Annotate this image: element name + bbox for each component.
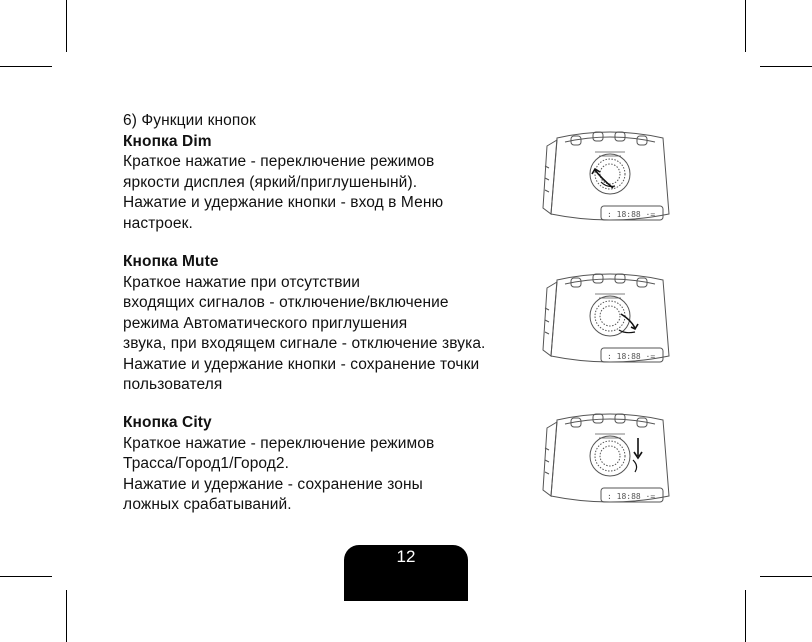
- dim-line-4: настроек.: [123, 214, 193, 232]
- mute-line-3: режима Автоматического приглушения: [123, 314, 408, 332]
- dim-line-3: Нажатие и удержание кнопки - вход в Меню: [123, 194, 444, 211]
- dim-line-2: яркости дисплея (яркий/приглушенынй).: [123, 173, 418, 191]
- down-arrow-city-button: [633, 438, 642, 472]
- crop-mark-top-right-vertical: [745, 0, 746, 52]
- mute-line-5: Нажатие и удержание кнопки - сохранение точки: [123, 355, 480, 373]
- crop-mark-bottom-left-vertical: [66, 590, 67, 642]
- page-number: 12: [396, 547, 416, 566]
- city-line-2: Трасса/Город1/Город2.: [123, 455, 290, 472]
- crop-mark-bottom-left-horizontal: [0, 576, 52, 577]
- mute-button-heading: Кнопка Mute: [123, 253, 219, 270]
- device-mute-button-illustration: [535, 268, 685, 373]
- mute-line-6: пользователя: [123, 376, 223, 393]
- svg-text:: 18:88 ·=: : 18:88 ·=: [607, 352, 656, 361]
- dim-button-heading: Кнопка Dim: [123, 132, 212, 150]
- mute-line-4: звука, при входящем сигнале - отключение звука.: [123, 335, 486, 352]
- section-title: 6) Функции кнопок: [123, 112, 256, 129]
- page-number-tab: [344, 545, 468, 601]
- crop-mark-bottom-right-vertical: [745, 590, 746, 642]
- device-dim-button-illustration: [535, 126, 685, 231]
- crop-mark-top-left-horizontal: [0, 66, 52, 67]
- mute-button-section: [123, 252, 553, 396]
- city-line-4: ложных срабатываний.: [123, 496, 292, 513]
- crop-mark-bottom-right-horizontal: [760, 576, 812, 577]
- city-button-section: [123, 413, 553, 516]
- crop-mark-top-left-vertical: [66, 0, 67, 52]
- device-city-button-illustration: [535, 408, 685, 513]
- crop-mark-top-right-horizontal: [760, 66, 812, 67]
- section-title-block: [123, 111, 553, 132]
- dim-button-section: [123, 132, 553, 235]
- city-line-3: Нажатие и удержание - сохранение зоны: [123, 475, 423, 493]
- mute-line-1: Краткое нажатие при отсутствии: [123, 273, 361, 291]
- city-button-heading: Кнопка City: [123, 414, 212, 431]
- mute-line-2: входящих сигналов - отключение/включение: [123, 294, 449, 311]
- dim-line-1: Краткое нажатие - переключение режимов: [123, 153, 435, 170]
- svg-text:: 18:88 ·=: : 18:88 ·=: [607, 210, 656, 219]
- svg-text:: 18:88 ·=: : 18:88 ·=: [607, 492, 656, 501]
- city-line-1: Краткое нажатие - переключение режимов: [123, 434, 435, 452]
